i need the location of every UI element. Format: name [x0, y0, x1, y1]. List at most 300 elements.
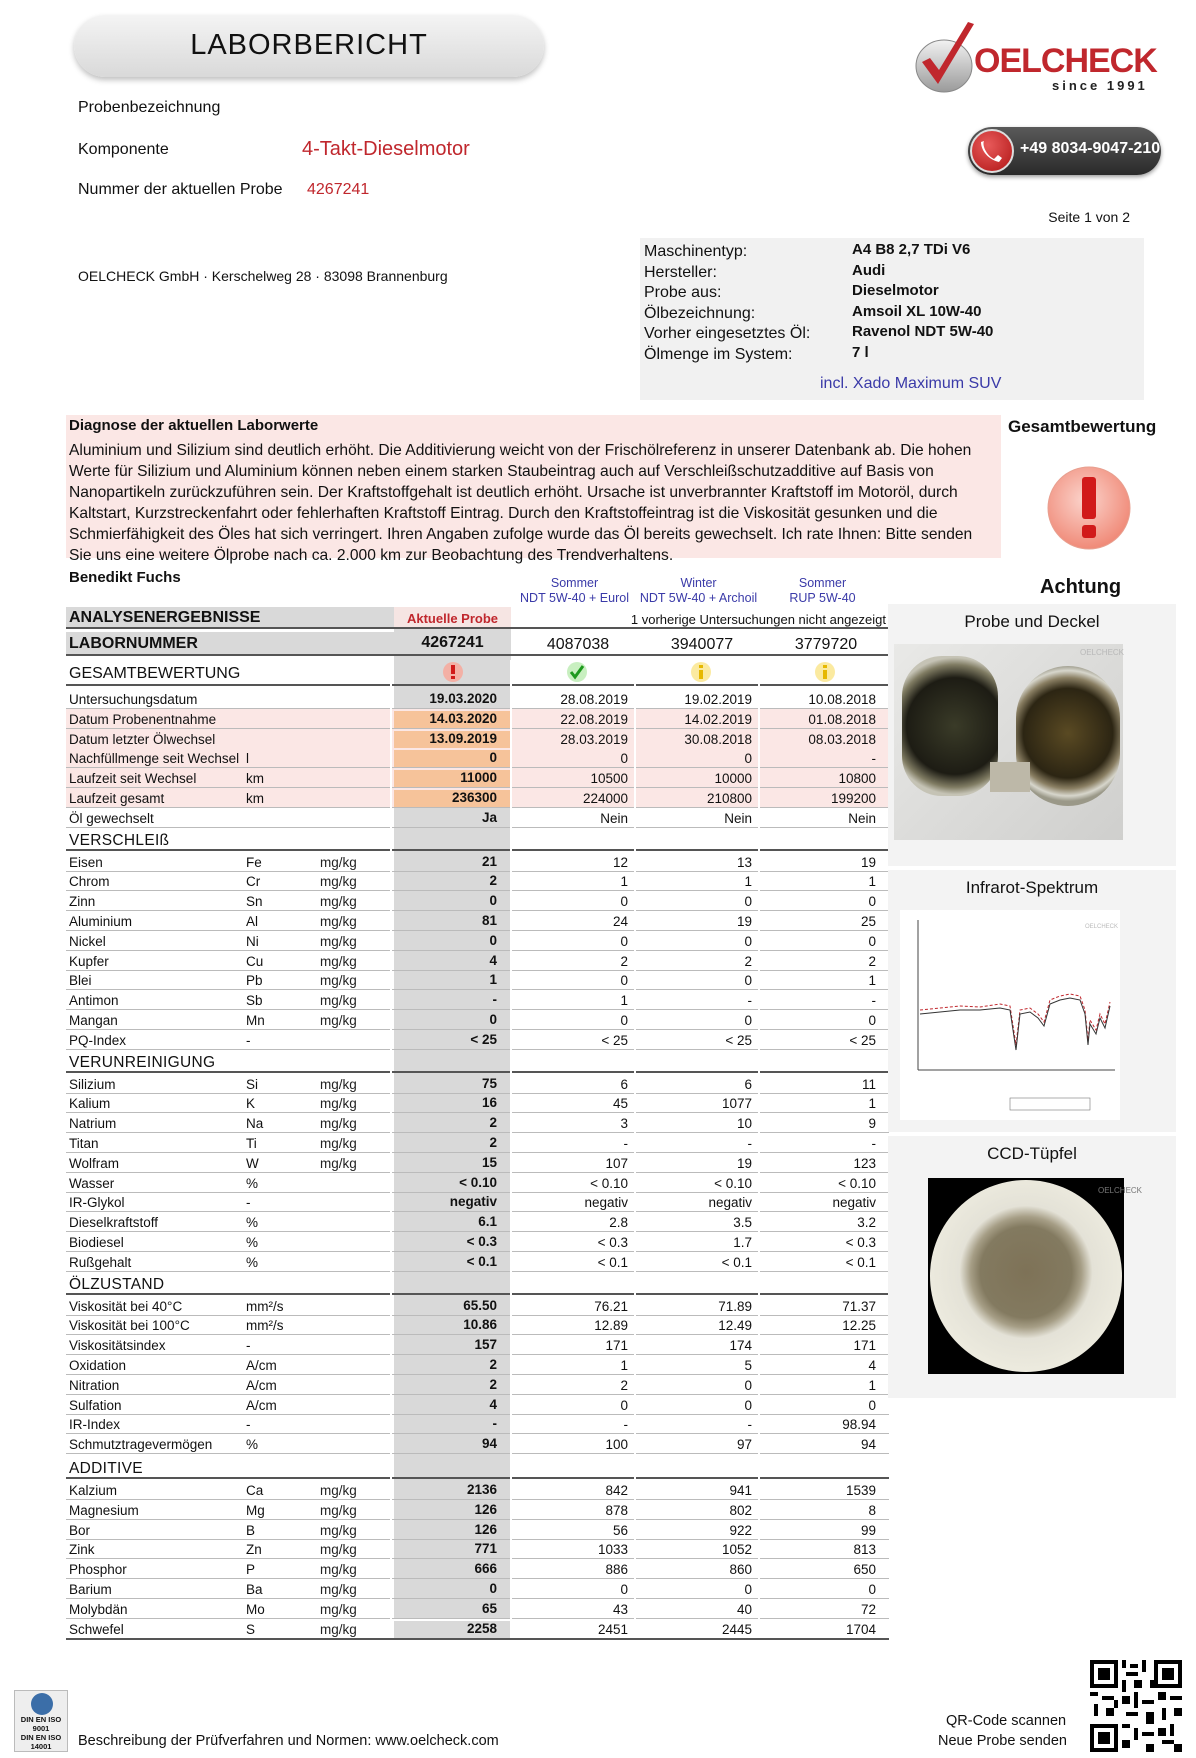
- previous-value-3: 4: [868, 1358, 876, 1373]
- column-separator: [510, 660, 512, 1638]
- row-unit: mg/kg: [320, 993, 357, 1009]
- previous-value-1: 12.89: [594, 1318, 628, 1334]
- ccd-spot-image: [928, 1178, 1143, 1374]
- table-row: [66, 1212, 889, 1232]
- previous-value-3: 12.25: [842, 1318, 876, 1334]
- svg-text:OELCHECK: OELCHECK: [1085, 924, 1119, 930]
- row-label: Laufzeit seit Wechsel: [69, 771, 197, 787]
- brand-name: OELCHECK: [974, 42, 1157, 80]
- row-unit: mg/kg: [320, 1155, 357, 1171]
- current-value: -: [394, 1416, 511, 1434]
- current-value: 2136: [394, 1482, 511, 1500]
- previous-value-1: 0: [620, 1582, 628, 1597]
- red-exclamation-icon: [442, 661, 464, 683]
- previous-value-1: 56: [612, 1522, 628, 1538]
- previous-value-3: 71.37: [842, 1298, 876, 1314]
- previous-value-2: 0: [744, 1013, 752, 1028]
- row-unit: mg/kg: [320, 1621, 357, 1637]
- table-row: [66, 1232, 889, 1252]
- table-row: [66, 709, 889, 729]
- previous-value-1: 224000: [582, 791, 628, 806]
- column-separator: [390, 660, 392, 1638]
- previous-value-1: 0: [620, 973, 628, 989]
- row-symbol: A/cm: [246, 1397, 277, 1413]
- previous-value-2: 1: [744, 874, 752, 890]
- current-value: < 0.3: [394, 1234, 511, 1252]
- table-row: [66, 1113, 889, 1133]
- current-value: 2: [394, 1357, 511, 1375]
- table-row: [66, 1133, 889, 1153]
- previous-value-1: < 0.1: [597, 1254, 628, 1270]
- ccd-title: CCD-Tüpfel: [987, 1144, 1077, 1163]
- row-label: Oxidation: [69, 1358, 127, 1373]
- row-unit: mg/kg: [320, 953, 357, 969]
- machine-field-value: Dieselmotor: [852, 282, 939, 299]
- machine-field-value: Audi: [852, 261, 886, 279]
- iso-line: 14001: [30, 1742, 52, 1751]
- report-title-banner: [74, 15, 544, 77]
- previous-value-3: 650: [853, 1562, 876, 1578]
- section-header: ADDITIVE: [66, 1457, 889, 1479]
- current-value: 65: [394, 1601, 511, 1619]
- previous-value-2: 860: [729, 1562, 752, 1578]
- current-value: 65.50: [394, 1298, 511, 1316]
- previous-value-3: 1704: [845, 1621, 876, 1637]
- row-label: Öl gewechselt: [69, 810, 154, 826]
- row-unit: mg/kg: [320, 1542, 357, 1558]
- current-value: 236300: [394, 790, 511, 808]
- current-value: < 0.10: [394, 1175, 511, 1193]
- previous-value-3: 19: [860, 854, 876, 870]
- previous-value-2: 1077: [721, 1096, 752, 1112]
- table-row: [66, 1093, 889, 1113]
- row-label: Aluminium: [69, 914, 133, 929]
- previous-value-1: 2451: [597, 1621, 628, 1637]
- row-symbol: Ti: [246, 1136, 257, 1151]
- previous-value-2: 2445: [721, 1621, 752, 1637]
- previous-value-3: 10.08.2018: [808, 692, 876, 707]
- previous-value-2: -: [747, 1417, 752, 1433]
- previous-value-3: < 0.10: [838, 1175, 876, 1191]
- logo-check-icon: [912, 18, 982, 98]
- previous-value-2: 0: [744, 973, 752, 989]
- table-row: [66, 689, 889, 709]
- komponente-label: Komponente: [78, 141, 169, 158]
- previous-value-3: 8: [868, 1502, 876, 1518]
- previous-value-2: 19.02.2019: [684, 692, 752, 707]
- page-indicator: Seite 1 von 2: [1048, 209, 1130, 225]
- row-label: Phosphor: [69, 1562, 127, 1578]
- row-symbol: -: [246, 1195, 251, 1211]
- previous-value-3: 99: [860, 1522, 876, 1538]
- labnumber-prev-2: 3940077: [670, 636, 734, 653]
- row-symbol: km: [246, 791, 264, 806]
- row-symbol: -: [246, 1032, 251, 1048]
- previous-value-3: 0: [868, 933, 876, 949]
- table-row: [66, 1192, 889, 1212]
- row-label: Zinn: [69, 894, 96, 910]
- phone-icon: [970, 129, 1014, 173]
- current-value: 126: [394, 1502, 511, 1520]
- table-row: [66, 1520, 889, 1540]
- previous-value-3: 2: [868, 953, 876, 969]
- previous-value-2: 0: [744, 1377, 752, 1393]
- current-value: 6.1: [394, 1214, 511, 1232]
- previous-value-3: 08.03.2018: [808, 731, 876, 747]
- row-unit: mg/kg: [320, 1013, 357, 1028]
- table-row: [66, 1296, 889, 1316]
- previous-value-2: < 0.1: [721, 1254, 752, 1270]
- previous-oil-name: NDT 5W-40 + Archoil: [639, 591, 758, 605]
- row-label: Wasser: [69, 1175, 115, 1191]
- row-symbol: -: [246, 1417, 251, 1433]
- probenbezeichnung-label: Probenbezeichnung: [78, 99, 221, 116]
- table-row: [66, 990, 889, 1010]
- row-label: Antimon: [69, 993, 119, 1009]
- row-unit: mg/kg: [320, 973, 357, 989]
- table-row: [66, 1153, 889, 1173]
- row-label: PQ-Index: [69, 1032, 127, 1048]
- row-symbol: %: [246, 1175, 259, 1191]
- diagnosis-line: Schmierfähigkeit des Öles hat sich verringert. Ihren Angaben zufolge wurde das Öl bereits gewechselt. Ich rate Ihnen: Bitte senden: [69, 526, 973, 543]
- row-label: Nitration: [69, 1377, 120, 1393]
- previous-value-2: 14.02.2019: [684, 711, 752, 727]
- row-symbol: Mg: [246, 1502, 265, 1518]
- previous-value-2: 0: [744, 1582, 752, 1597]
- row-symbol: K: [246, 1096, 256, 1112]
- current-value: 94: [394, 1436, 511, 1454]
- previous-value-1: 0: [620, 1397, 628, 1413]
- previous-value-2: < 0.10: [714, 1175, 752, 1191]
- previous-value-1: negativ: [584, 1195, 628, 1211]
- row-label: Eisen: [69, 854, 103, 870]
- previous-value-1: 1: [620, 993, 628, 1009]
- row-label: Schmutztragevermögen: [69, 1437, 213, 1453]
- current-value: 14.03.2020: [394, 711, 511, 729]
- iso-line: DIN EN ISO: [20, 1715, 62, 1724]
- previous-value-1: -: [623, 1136, 628, 1151]
- previous-value-3: -: [871, 993, 876, 1009]
- previous-value-2: 0: [744, 894, 752, 910]
- previous-value-2: 2: [744, 953, 752, 969]
- previous-value-3: 813: [853, 1542, 876, 1558]
- probe-deckel-title: Probe und Deckel: [964, 612, 1100, 631]
- current-value: 0: [394, 1581, 511, 1599]
- row-symbol: Zn: [246, 1542, 262, 1558]
- table-row: [66, 1500, 889, 1520]
- previous-value-3: 98.94: [842, 1417, 876, 1433]
- row-symbol: Ca: [246, 1483, 264, 1498]
- previous-value-3: 94: [860, 1437, 876, 1453]
- current-value: 771: [394, 1541, 511, 1559]
- row-label: Datum Probenentnahme: [69, 711, 217, 727]
- column-separator: [758, 660, 760, 1638]
- previous-value-2: 1.7: [733, 1235, 752, 1250]
- table-row: [66, 788, 889, 808]
- row-label: Kalium: [69, 1096, 111, 1112]
- previous-value-1: 76.21: [594, 1298, 628, 1314]
- previous-value-3: negativ: [832, 1195, 876, 1211]
- row-symbol: W: [246, 1155, 259, 1171]
- table-row: [66, 1252, 889, 1272]
- hidden-samples-note: 1 vorherige Untersuchungen nicht angezeigt: [630, 612, 886, 627]
- row-label: Wolfram: [69, 1155, 120, 1171]
- current-sample-label: Aktuelle Probe: [406, 611, 499, 626]
- row-label: Biodiesel: [69, 1235, 124, 1250]
- previous-value-2: 10000: [714, 771, 752, 787]
- row-label: Dieselkraftstoff: [69, 1215, 159, 1231]
- previous-value-1: 6: [620, 1076, 628, 1092]
- table-row: [66, 1074, 889, 1094]
- machine-field-value: A4 B8 2,7 TDi V6: [852, 241, 971, 258]
- diagnosis-line: Aluminium und Silizium sind deutlich erhöht. Die Additivierung weicht von der Frischölreferenz in unserer Datenbank ab. Die hohen: [69, 442, 972, 459]
- table-row: [66, 891, 889, 911]
- row-label: Schwefel: [69, 1621, 124, 1637]
- report-title: LABORBERICHT: [190, 29, 428, 61]
- overall-rating-row: [66, 660, 889, 686]
- machine-field-label: Hersteller:: [644, 263, 717, 281]
- table-row: [66, 1579, 889, 1599]
- current-value: 2: [394, 1115, 511, 1133]
- table-row: [66, 1173, 889, 1193]
- row-label: IR-Index: [69, 1417, 121, 1433]
- previous-value-1: -: [623, 1417, 628, 1433]
- previous-value-3: < 0.1: [845, 1254, 876, 1270]
- previous-value-3: 1: [868, 1096, 876, 1112]
- row-symbol: Cr: [246, 874, 261, 890]
- previous-value-1: Nein: [600, 810, 628, 826]
- row-symbol: B: [246, 1522, 256, 1538]
- results-title: ANALYSENERGEBNISSE: [69, 609, 261, 626]
- row-label: Sulfation: [69, 1397, 122, 1413]
- diagnosis-title: Diagnose der aktuellen Laborwerte: [69, 417, 319, 434]
- previous-value-2: 71.89: [718, 1298, 752, 1314]
- previous-value-2: 40: [736, 1601, 752, 1617]
- phone-button[interactable]: [968, 127, 1161, 175]
- previous-value-1: 1033: [597, 1542, 628, 1558]
- previous-value-1: 0: [620, 751, 628, 767]
- previous-value-1: 100: [605, 1437, 628, 1453]
- previous-value-3: 11: [861, 1076, 876, 1092]
- previous-value-2: 97: [736, 1437, 752, 1453]
- row-unit: mg/kg: [320, 933, 357, 949]
- previous-value-1: 1: [620, 1358, 628, 1373]
- section-header: VERUNREINIGUNG: [66, 1051, 889, 1073]
- previous-oil-name: RUP 5W-40: [789, 591, 856, 605]
- table-row: [66, 852, 889, 872]
- row-label: Viskositätsindex: [69, 1338, 166, 1354]
- previous-value-3: 1: [868, 973, 876, 989]
- previous-value-1: 886: [605, 1562, 628, 1578]
- row-label: Mangan: [69, 1013, 118, 1028]
- machine-field-label: Ölbezeichnung:: [644, 304, 756, 322]
- current-value: 0: [394, 893, 511, 911]
- row-label: Chrom: [69, 874, 110, 890]
- labnumber-current: 4267241: [421, 634, 484, 651]
- current-value: 666: [394, 1561, 511, 1579]
- row-label: Untersuchungsdatum: [69, 692, 198, 707]
- row-label: Rußgehalt: [69, 1254, 132, 1270]
- row-symbol: Pb: [246, 973, 263, 989]
- row-label: Datum letzter Ölwechsel: [69, 731, 216, 747]
- previous-value-2: 30.08.2018: [684, 731, 752, 747]
- oelcheck-logo: [912, 18, 1172, 98]
- row-unit: mg/kg: [320, 1562, 357, 1578]
- infrared-spectrum-panel: [888, 870, 1176, 1132]
- row-unit: mg/kg: [320, 1096, 357, 1112]
- previous-value-3: 3.2: [857, 1215, 876, 1231]
- row-symbol: %: [246, 1235, 259, 1250]
- row-symbol: km: [246, 771, 264, 787]
- row-unit: mg/kg: [320, 914, 357, 929]
- table-row: [66, 748, 889, 768]
- previous-oil-season: Winter: [680, 576, 717, 590]
- machine-field-value: Ravenol NDT 5W-40: [852, 323, 994, 340]
- lab-address: OELCHECK GmbH · Kerschelweg 28 · 83098 Brannenburg: [78, 268, 448, 284]
- current-value: 75: [394, 1076, 511, 1094]
- labnumber-prev-3: 3779720: [794, 636, 858, 653]
- machine-field-label: Ölmenge im System:: [644, 345, 793, 363]
- diagnosis-line: Kaltstart, Kurzstreckenfahrt oder fehlerhaften Kraftstoff Eintrag. Durch den Kraftstoffeintrag ist die Viskosität gesunken und die: [69, 505, 938, 522]
- diagnosis-line: Nanopartikeln zurückzuführen sein. Der Kraftstoffgehalt ist deutlich erhöht. Ursache ist unverbrannter Kraftstoff im Motoröl, durch: [69, 484, 958, 501]
- labnumber-row: [66, 632, 889, 656]
- previous-value-3: 9: [868, 1116, 876, 1132]
- row-label: Molybdän: [69, 1601, 128, 1617]
- diagnosis-line: Werte für Silizium und Aluminium können neben einem starken Staubeintrag auch auf Verschleißschutzadditive auf Basis von: [69, 463, 934, 480]
- previous-value-1: 24: [612, 914, 628, 929]
- current-value: 126: [394, 1522, 511, 1540]
- iso-line: DIN EN ISO: [20, 1733, 62, 1742]
- machine-field-label: Maschinentyp:: [644, 243, 748, 260]
- row-symbol: Mn: [246, 1013, 265, 1028]
- probe-nummer-label: Nummer der aktuellen Probe: [78, 181, 283, 198]
- table-row: [66, 1395, 889, 1415]
- row-label: Bor: [69, 1522, 91, 1538]
- row-label: Blei: [69, 973, 92, 989]
- previous-value-3: Nein: [848, 810, 876, 826]
- current-value: 0: [394, 1012, 511, 1030]
- row-symbol: A/cm: [246, 1377, 277, 1393]
- ccd-panel: [888, 1136, 1176, 1398]
- row-unit: mg/kg: [320, 1601, 357, 1617]
- diagnosis-text: [69, 440, 994, 566]
- table-row: [66, 1335, 889, 1355]
- previous-value-2: 922: [729, 1522, 752, 1538]
- previous-value-1: 0: [620, 933, 628, 949]
- row-symbol: Fe: [246, 854, 262, 870]
- table-row: [66, 951, 889, 971]
- row-unit: mg/kg: [320, 1483, 357, 1498]
- table-row: [66, 1355, 889, 1375]
- previous-value-1: 10500: [590, 771, 628, 787]
- current-value: 81: [394, 913, 511, 931]
- table-row: [66, 729, 889, 749]
- yellow-info-icon: [690, 661, 712, 683]
- current-value: 4: [394, 953, 511, 971]
- table-row: [66, 871, 889, 891]
- diagnosis-author: Benedikt Fuchs: [69, 569, 181, 586]
- overall-rating-status: Achtung: [1040, 576, 1122, 598]
- previous-value-2: 13: [736, 854, 752, 870]
- previous-value-3: -: [871, 751, 876, 767]
- previous-value-2: 210800: [706, 791, 752, 806]
- row-label: Kalzium: [69, 1483, 118, 1498]
- current-value: < 25: [394, 1032, 511, 1050]
- previous-value-2: 12.49: [718, 1318, 752, 1334]
- row-symbol: Si: [246, 1076, 259, 1092]
- previous-oil-season: Sommer: [798, 576, 847, 590]
- previous-value-3: 25: [860, 914, 876, 929]
- table-row: [66, 1480, 889, 1500]
- current-value: 19.03.2020: [394, 691, 511, 709]
- row-unit: mg/kg: [320, 874, 357, 890]
- table-row: [66, 970, 889, 990]
- komponente-value: 4-Takt-Dieselmotor: [302, 138, 470, 160]
- table-row: [66, 1010, 889, 1030]
- previous-value-1: < 0.10: [590, 1175, 628, 1191]
- qr-instruction-2: Neue Probe senden: [938, 1733, 1067, 1749]
- previous-value-2: 10: [736, 1116, 752, 1132]
- exclamation-icon: [1046, 465, 1132, 551]
- row-label: Viskosität bei 100°C: [69, 1318, 190, 1334]
- previous-value-1: 107: [605, 1155, 628, 1171]
- previous-value-2: 0: [744, 751, 752, 767]
- section-header: ÖLZUSTAND: [66, 1273, 889, 1295]
- infrared-spectrum-chart: [900, 910, 1120, 1120]
- previous-value-3: 0: [868, 1582, 876, 1597]
- previous-value-2: 802: [729, 1502, 752, 1518]
- table-row: [66, 808, 889, 828]
- table-row: [66, 1315, 889, 1335]
- watermark: OELCHECK: [1080, 648, 1125, 657]
- table-row: [66, 1030, 889, 1050]
- previous-value-3: < 0.3: [845, 1235, 876, 1250]
- row-divider: [66, 1453, 889, 1454]
- previous-value-2: 19: [736, 1155, 752, 1171]
- diagnosis-line: Sie uns eine weitere Ölprobe nach ca. 2.000 km zur Beobachtung des Trendverhaltens.: [69, 547, 674, 564]
- row-symbol: l: [246, 751, 249, 767]
- overall-rating-title: Gesamtbewertung: [1008, 417, 1157, 436]
- row-symbol: Al: [246, 914, 259, 929]
- current-value: 2: [394, 1377, 511, 1395]
- previous-value-1: 3: [620, 1116, 628, 1132]
- current-value: 13.09.2019: [394, 731, 511, 749]
- table-row: [66, 1375, 889, 1395]
- row-symbol: mm²/s: [246, 1298, 284, 1314]
- previous-value-3: 01.08.2018: [808, 711, 876, 727]
- row-symbol: Na: [246, 1116, 264, 1132]
- previous-value-1: 878: [605, 1502, 628, 1518]
- row-symbol: Sn: [246, 894, 263, 910]
- qr-code[interactable]: [1090, 1660, 1182, 1752]
- iso-seal-icon: [31, 1693, 53, 1715]
- current-value: 16: [394, 1095, 511, 1113]
- previous-value-2: 1052: [721, 1542, 752, 1558]
- probe-deckel-photo: [894, 644, 1123, 840]
- column-separator: [634, 660, 636, 1638]
- previous-value-2: 174: [729, 1338, 752, 1354]
- table-row: [66, 1599, 889, 1619]
- yellow-info-icon: [814, 661, 836, 683]
- iso-certification-badge: [14, 1690, 68, 1752]
- row-unit: mg/kg: [320, 894, 357, 910]
- previous-value-1: 12: [612, 854, 628, 870]
- row-symbol: A/cm: [246, 1358, 277, 1373]
- row-unit: mg/kg: [320, 1076, 357, 1092]
- previous-value-3: 199200: [830, 791, 876, 806]
- previous-oil-season: Sommer: [550, 576, 599, 590]
- row-symbol: Ba: [246, 1582, 263, 1597]
